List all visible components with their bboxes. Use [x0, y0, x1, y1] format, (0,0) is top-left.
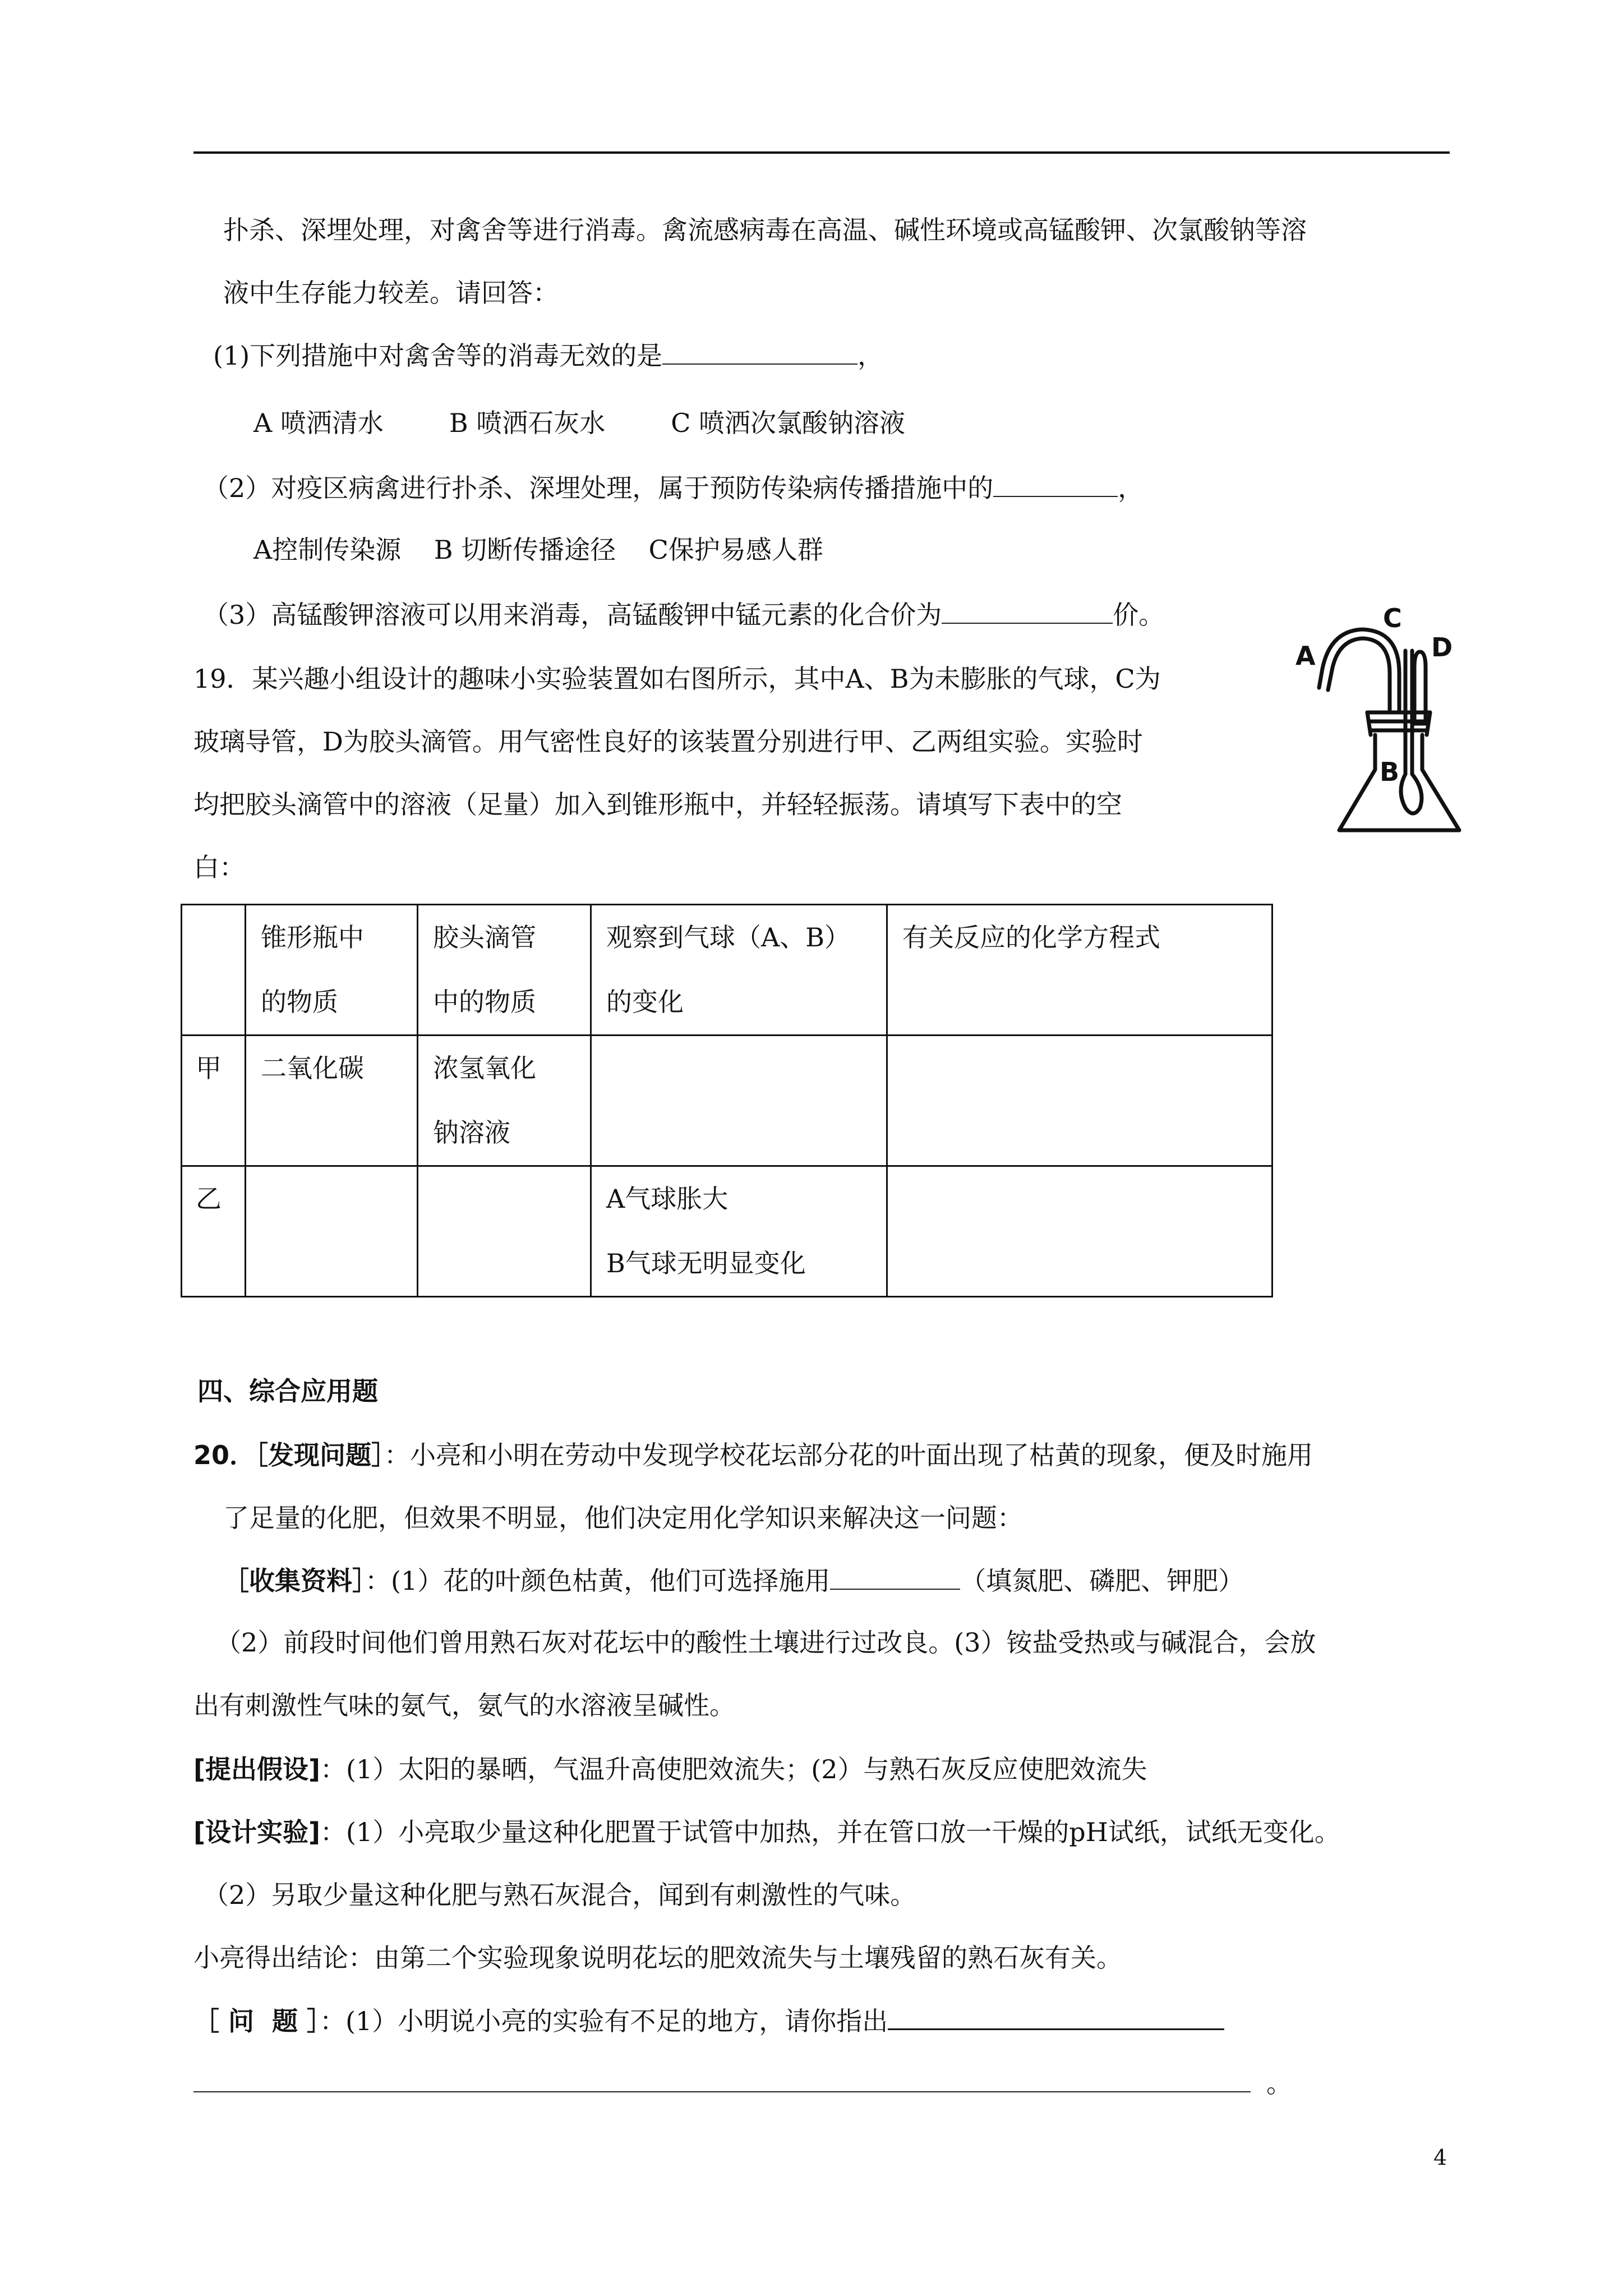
q18-part3-tail: 价。 [1113, 600, 1165, 630]
q18-part3-text: （3）高锰酸钾溶液可以用来消毒，高锰酸钾中锰元素的化合价为 [203, 600, 942, 630]
section4-heading: 四、综合应用题 [197, 1376, 378, 1406]
table-cell: 甲 [182, 1036, 246, 1166]
problem-label: ［ 问 题 ］ [193, 2006, 320, 2036]
conclusion-line: 小亮得出结论：由第二个实验现象说明花坛的肥效流失与土壤残留的熟石灰有关。 [193, 1943, 1122, 1973]
table-header-equation: 有关反应的化学方程式 [887, 905, 1272, 1036]
q20-discover-label: 20．［发现问题］ [193, 1440, 385, 1470]
q18-part1-options: A 喷洒清水 B 喷洒石灰水 C 喷洒次氯酸钠溶液 [253, 408, 906, 438]
problem-line2 [193, 2067, 1292, 2100]
collect-text: ：(1）花的叶颜色枯黄，他们可选择施用 [365, 1566, 831, 1596]
hypothesis-label: [提出假设] [193, 1754, 321, 1784]
q20-line1 [193, 1438, 1313, 1472]
collect-line [223, 1564, 1244, 1598]
table-cell: A气球胀大 B气球无明显变化 [591, 1166, 887, 1297]
answer-blank[interactable] [193, 2067, 1251, 2092]
design2-line: （2）另取少量这种化肥与熟石灰混合，闻到有刺激性的气味。 [203, 1880, 916, 1910]
answer-blank[interactable] [942, 598, 1113, 624]
answer-blank[interactable] [993, 471, 1118, 497]
header-rule [193, 151, 1450, 154]
q18-part1-text: (1)下列措施中对禽舍等的消毒无效的是 [213, 341, 663, 371]
design-text: ：(1）小亮取少量这种化肥置于试管中加热，并在管口放一干燥的pH试纸，试纸无变化。 [320, 1817, 1340, 1847]
design-line [193, 1815, 1340, 1849]
q18-intro-line1: 扑杀、深埋处理，对禽舍等进行消毒。禽流感病毒在高温、碱性环境或高锰酸钾、次氯酸钠等溶 [223, 215, 1307, 245]
table-header-balloon: 观察到气球（A、B） 的变化 [591, 905, 887, 1036]
table-row-jia [182, 1036, 1272, 1166]
figure-label-c: C [1383, 606, 1402, 633]
hypothesis-line [193, 1752, 1147, 1786]
q19-line2: 玻璃导管，D为胶头滴管。用气密性良好的该装置分别进行甲、乙两组实验。实验时 [193, 726, 1143, 757]
q18-part2-tail: ， [1118, 473, 1144, 503]
collect-label: ［收集资料］ [223, 1566, 365, 1596]
table-answer-cell[interactable] [591, 1036, 887, 1166]
q18-part3 [203, 598, 1164, 632]
answer-blank[interactable] [830, 1564, 960, 1590]
problem-text: ：(1）小明说小亮的实验有不足的地方，请你指出 [320, 2006, 888, 2036]
figure-label-b: B [1380, 757, 1400, 787]
q19-line3: 均把胶头滴管中的溶液（足量）加入到锥形瓶中，并轻轻振荡。请填写下表中的空 [193, 789, 1122, 820]
q18-part1-tail: ， [857, 341, 884, 371]
table-header-flask: 锥形瓶中 的物质 [246, 905, 418, 1036]
q18-part1 [213, 339, 883, 372]
q18-part2-options: A控制传染源 B 切断传播途径 C保护易感人群 [253, 535, 823, 565]
page-number: 4 [1433, 2145, 1447, 2170]
experiment-table [181, 904, 1273, 1297]
problem-line [193, 2004, 1224, 2038]
table-cell: 浓氢氧化 钠溶液 [418, 1036, 591, 1166]
collect-tail: （填氮肥、磷肥、钾肥） [960, 1566, 1244, 1596]
table-header-dropper: 胶头滴管 中的物质 [418, 905, 591, 1036]
problem-tail: 。 [1266, 2068, 1292, 2099]
table-cell [182, 905, 246, 1036]
answer-blank[interactable] [662, 339, 857, 365]
q18-intro-line2: 液中生存能力较差。请回答： [223, 278, 559, 308]
table-cell: 二氧化碳 [246, 1036, 418, 1166]
table-header-row [182, 905, 1272, 1036]
table-answer-cell[interactable] [887, 1166, 1272, 1297]
collect2-line1: （2）前段时间他们曾用熟石灰对花坛中的酸性土壤进行过改良。(3）铵盐受热或与碱混合，会放 [215, 1627, 1316, 1658]
table-cell: 乙 [182, 1166, 246, 1297]
q19-line1: 19．某兴趣小组设计的趣味小实验装置如右图所示，其中A、B为未膨胀的气球，C为 [193, 664, 1161, 694]
table-row-yi [182, 1166, 1272, 1297]
table-answer-cell[interactable] [887, 1036, 1272, 1166]
q20-line2: 了足量的化肥，但效果不明显，他们决定用化学知识来解决这一问题： [223, 1503, 1023, 1533]
q20-text: ：小亮和小明在劳动中发现学校花坛部分花的叶面出现了枯黄的现象，便及时施用 [384, 1440, 1313, 1470]
figure-label-d: D [1431, 632, 1453, 662]
q18-part2-text: （2）对疫区病禽进行扑杀、深埋处理，属于预防传染病传播措施中的 [203, 473, 994, 503]
answer-blank[interactable] [888, 2004, 1224, 2030]
figure-label-a: A [1295, 641, 1316, 671]
collect2-line2: 出有刺激性气味的氨气，氨气的水溶液呈碱性。 [193, 1690, 735, 1720]
flask-apparatus-figure [1295, 606, 1475, 841]
design-label: [设计实验] [193, 1817, 321, 1847]
q19-line4: 白： [193, 852, 245, 882]
table-answer-cell[interactable] [246, 1166, 418, 1297]
table-answer-cell[interactable] [418, 1166, 591, 1297]
hypothesis-text: ：(1）太阳的暴晒，气温升高使肥效流失；(2）与熟石灰反应使肥效流失 [320, 1754, 1147, 1784]
q18-part2 [203, 471, 1144, 505]
